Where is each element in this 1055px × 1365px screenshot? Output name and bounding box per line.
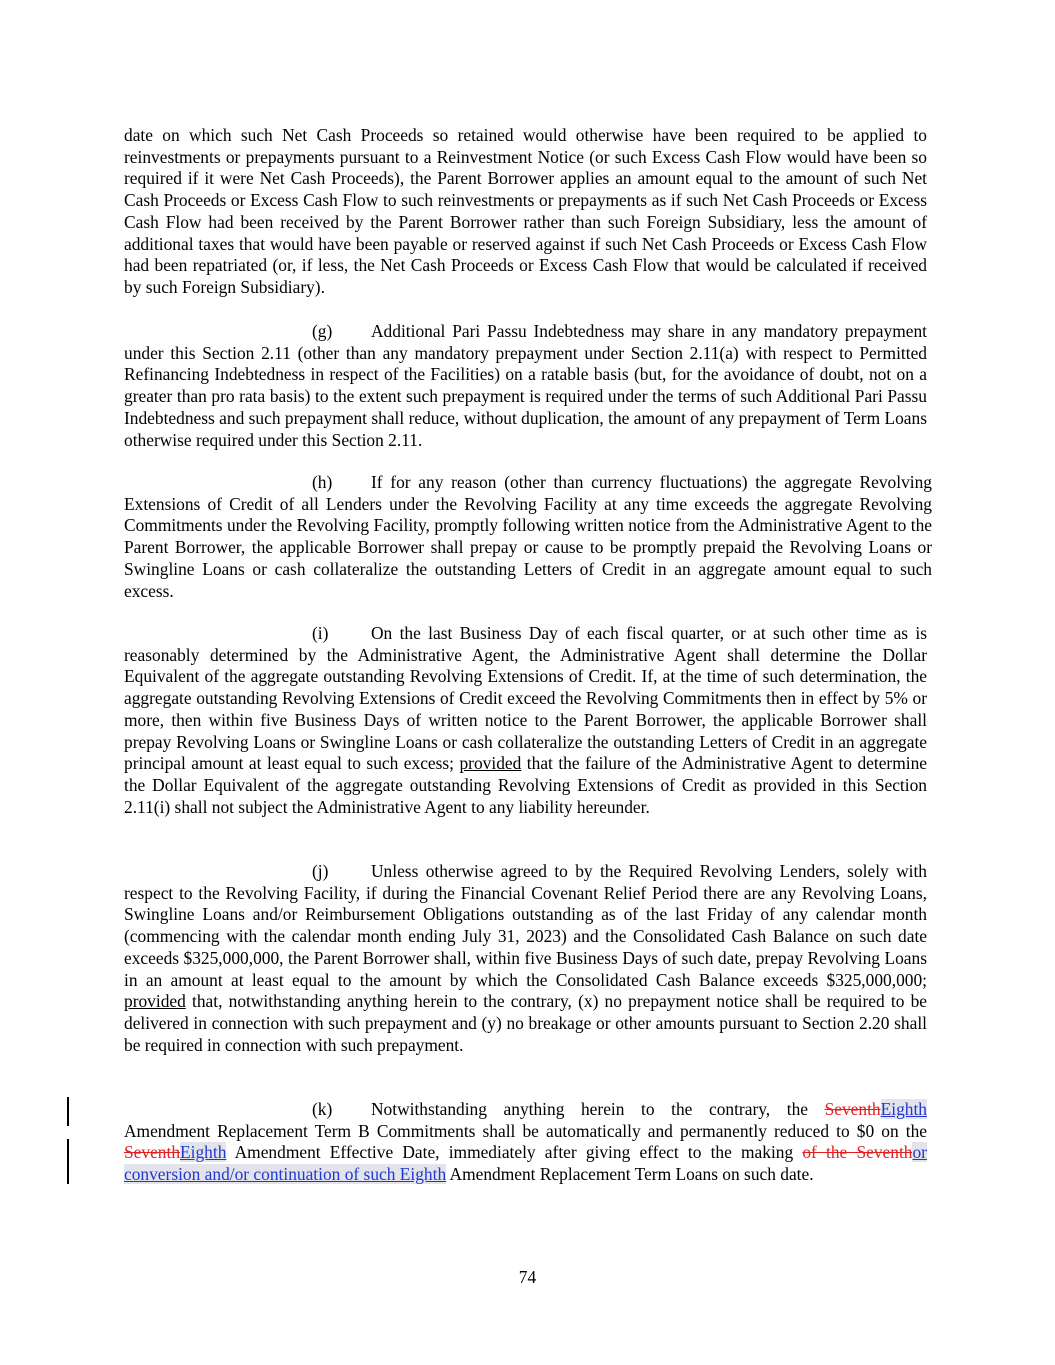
paragraph-continuation: date on which such Net Cash Proceeds so retained would otherwise have been required to be applied to reinvestments or prepayments pursuant to a Reinvestment Notice (or such Excess Cash Flow would have been so required if it were Net Cash Proceeds), the Parent Borrower applies an amount equal to the amount of such Net Cash Proceeds or Excess Cash Flow to such reinvestments or prepayments as if such Net Cash Proceeds or Excess Cash Flow had been received by the Parent Borrower rather than such Foreign Subsidiary, less the amount of additional taxes that would have been payable or reserved against if such Net Cash Proceeds or Excess Cash Flow had been repatriated (or, if less, the Net Cash Proceeds or Excess Cash Flow that would be calculated if received by such Foreign Subsidiary). xyxy=(124,125,927,297)
change-bar-2 xyxy=(67,1139,69,1184)
page-number: 74 xyxy=(518,1267,537,1287)
paragraph-i xyxy=(124,623,927,818)
inserted-text-1: Eighth xyxy=(880,1099,927,1119)
paragraph-h xyxy=(124,472,932,602)
paragraph-j xyxy=(124,861,927,1056)
change-bar-1 xyxy=(67,1097,69,1126)
paragraph-h-label: (h) xyxy=(312,472,333,492)
inserted-text-3: or conversion and/or continuation of such Eighth xyxy=(124,1142,927,1185)
paragraph-g-text: Additional Pari Passu Indebtedness may share in any mandatory prepayment under this Section 2.11 (other than any mandatory prepayment under Section 2.11(a) with respect to Permitted Refinancing Indebtedness in respect of the Facilities) on a ratable basis (but, for the avoidance of doubt, not on a greater than pro rata basis) to the extent such prepayment is required under the terms of such Additional Pari Passu Indebtedness and such prepayment shall reduce, without duplication, the amount of any prepayment of Term Loans otherwise required under this Section 2.11. xyxy=(124,321,927,450)
inserted-text-2: Eighth xyxy=(180,1142,227,1163)
paragraph-i-text-a: On the last Business Day of each fiscal quarter, or at such other time as is reasonably determined by the Administrative Agent, the Administrative Agent shall determine the Dollar Equivalent of the aggregate outstanding Revolving Extensions of Credit. If, at the time of such determination, the aggregate outstanding Revolving Extensions of Credit exceed the Revolving Commitments then in effect by 5% or more, then within five Business Days of written notice to the Parent Borrower, the applicable Borrower shall prepay Revolving Loans or Swingline Loans or cash collateralize the outstanding Letters of Credit in an aggregate principal amount at least equal to such excess; xyxy=(124,623,927,774)
paragraph-k-text-2: Amendment Replacement Term B Commitments shall be automatically and permanently reduced to $0 on the xyxy=(124,1120,927,1141)
paragraph-j-text-a: Unless otherwise agreed to by the Required Revolving Lenders, solely with respect to the Revolving Facility, if during the Financial Covenant Relief Period there are any Revolving Loans, Swingline Loans and/or Reimbursement Obligations outstanding as of the last Friday of any calendar month (commencing with the calendar month ending July 31, 2023) and the Consolidated Cash Balance on such date exceeds $325,000,000, the Parent Borrower shall, within five Business Days of such date, prepay Revolving Loans in an amount at least equal to the amount by which the Consolidated Cash Balance exceeds $325,000,000; xyxy=(124,861,927,990)
paragraph-k xyxy=(124,1099,927,1186)
paragraph-k-text-1: Notwithstanding anything herein to the contrary, the xyxy=(371,1099,825,1119)
paragraph-i-provided: provided xyxy=(459,753,522,774)
paragraph-h-text: If for any reason (other than currency fluctuations) the aggregate Revolving Extensions of Credit of all Lenders under the Revolving Facility at any time exceeds the aggregate Revolving Commitments under the Revolving Facility, promptly following written notice from the Administrative Agent to the Parent Borrower, the applicable Borrower shall prepay or cause to be promptly prepaid the Revolving Loans or Swingline Loans or cash collateralize the outstanding Letters of Credit in an aggregate amount equal to such excess. xyxy=(124,472,932,601)
paragraph-k-text-3: Amendment Effective Date, immediately after giving effect to the making xyxy=(226,1142,803,1163)
deleted-text-2: Seventh xyxy=(124,1142,181,1163)
paragraph-k-label: (k) xyxy=(312,1099,333,1119)
paragraph-g xyxy=(124,321,927,451)
paragraph-i-label: (i) xyxy=(312,623,329,643)
deleted-text-3: of the Seventh xyxy=(802,1142,913,1163)
deleted-text-1: Seventh xyxy=(824,1099,881,1119)
paragraph-j-provided: provided xyxy=(124,991,186,1012)
paragraph-j-label: (j) xyxy=(312,861,329,881)
paragraph-i-text-b: that the failure of the Administrative Agent to determine the Dollar Equivalent of the aggregate outstanding Revolving Extensions of Credit as provided in this Section 2.11(i) shall not subject the Administrative Agent to any liability hereunder. xyxy=(124,753,927,817)
paragraph-j-text-b: that, notwithstanding anything herein to the contrary, (x) no prepayment notice shall be required to be delivered in connection with such prepayment and (y) no breakage or other amounts pursuant to Section 2.20 shall be required in connection with such prepayment. xyxy=(124,991,927,1055)
paragraph-g-label: (g) xyxy=(312,321,333,341)
paragraph-k-text-4: Amendment Replacement Term Loans on such date. xyxy=(446,1164,814,1185)
